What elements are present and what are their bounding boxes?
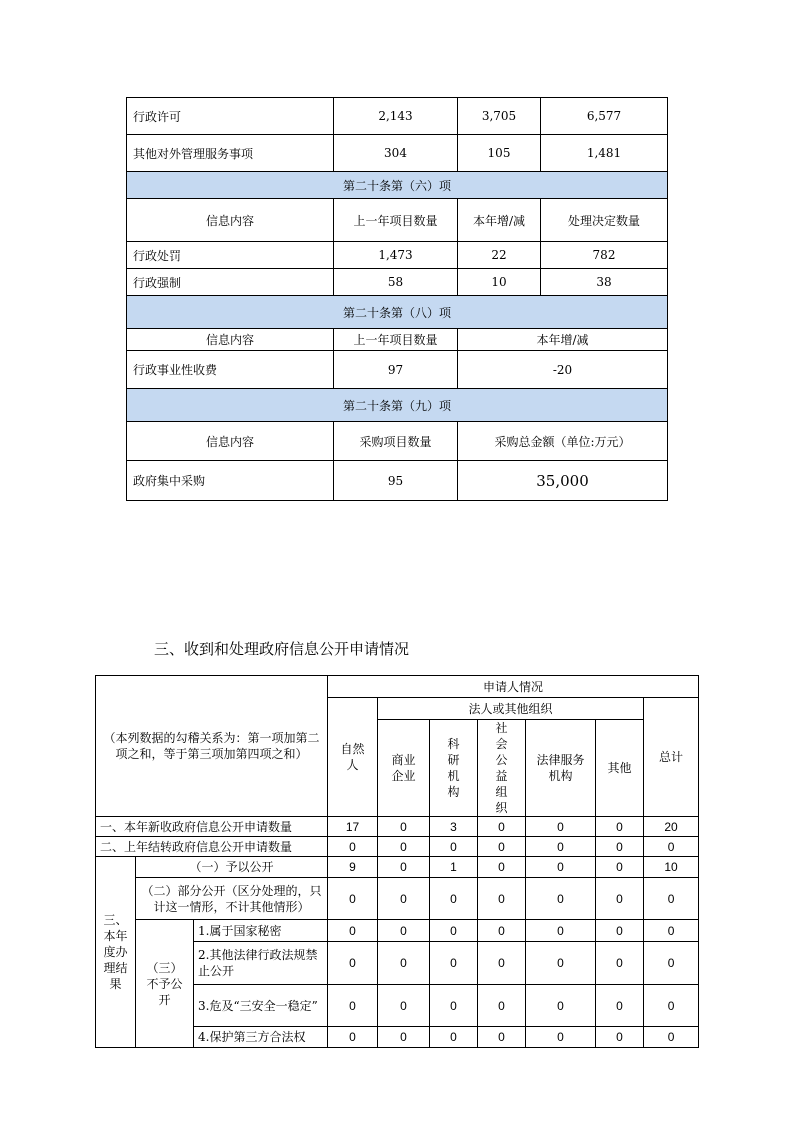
column-header: 本年增/减 (458, 199, 541, 242)
cell-value: 1,473 (334, 242, 458, 269)
cell-value: 9 (328, 857, 378, 878)
column-header: 处理决定数量 (541, 199, 668, 242)
column-header: 信息内容 (127, 329, 334, 351)
column-header: 采购总金额（单位:万元） (458, 422, 668, 461)
table-row (127, 269, 668, 296)
cell-value: 0 (596, 920, 644, 942)
cell-value: 0 (644, 942, 699, 985)
cell-value: 0 (526, 920, 596, 942)
row-label: （二）部分公开（区分处理的，只计这一情形，不计其他情形） (136, 878, 328, 920)
cell-value: 0 (328, 920, 378, 942)
cell-value: 0 (328, 985, 378, 1027)
table-row (96, 878, 699, 920)
row-label: 4.保护第三方合法权 (194, 1027, 328, 1048)
cell-value: 0 (644, 837, 699, 857)
cell-value: 0 (526, 1027, 596, 1048)
cell-value: 0 (596, 837, 644, 857)
cell-value: 0 (526, 837, 596, 857)
applicant-header: 申请人情况 (328, 676, 699, 698)
sub-group-label: （三）不予公开 (136, 920, 194, 1048)
cell-value: 0 (328, 837, 378, 857)
row-label: 3.危及“三安全一稳定” (194, 985, 328, 1027)
cell-value: 0 (478, 920, 526, 942)
col-natural: 自然人 (328, 698, 378, 817)
cell-value: 6,577 (541, 98, 668, 135)
cell-value: 0 (526, 942, 596, 985)
row-label: 行政强制 (127, 269, 334, 296)
cell-value: 0 (378, 942, 430, 985)
table-row (127, 242, 668, 269)
column-header: 信息内容 (127, 422, 334, 461)
col-business: 商业企业 (378, 720, 430, 817)
cell-value: 10 (458, 269, 541, 296)
cell-value: 20 (644, 817, 699, 837)
cell-value: 1,481 (541, 135, 668, 172)
cell-value: 0 (526, 857, 596, 878)
row-label: 1.属于国家秘密 (194, 920, 328, 942)
column-header: 上一年项目数量 (334, 329, 458, 351)
application-stats-table (95, 675, 699, 1048)
note-text: （本列数据的勾稽关系为：第一项加第二项之和，等于第三项加第四项之和） (103, 731, 320, 761)
cell-value: 105 (458, 135, 541, 172)
legal-header: 法人或其他组织 (378, 698, 644, 720)
cell-value: 0 (478, 942, 526, 985)
cell-value: 0 (430, 1027, 478, 1048)
cell-value: 0 (378, 878, 430, 920)
cell-value: 0 (526, 817, 596, 837)
row-label: （一）予以公开 (136, 857, 328, 878)
cell-value: 0 (378, 817, 430, 837)
table-row (96, 857, 699, 878)
group-label-text: 三、本年度办理结果 (103, 913, 128, 991)
column-header: 采购项目数量 (334, 422, 458, 461)
cell-value: 0 (430, 920, 478, 942)
cell-value: 17 (328, 817, 378, 837)
cell-value: 2,143 (334, 98, 458, 135)
cell-value: 0 (430, 878, 478, 920)
cell-value: 0 (478, 985, 526, 1027)
cell-value: 0 (430, 985, 478, 1027)
col-research: 科研机构 (430, 720, 478, 817)
cell-value: 0 (478, 878, 526, 920)
cell-value: 0 (644, 1027, 699, 1048)
cell-value: 0 (596, 817, 644, 837)
cell-value: 10 (644, 857, 699, 878)
cell-value: 35,000 (458, 461, 668, 501)
cell-value: 304 (334, 135, 458, 172)
cell-value: 58 (334, 269, 458, 296)
table-row (96, 920, 699, 942)
table-row (96, 817, 699, 837)
cell-value: 95 (334, 461, 458, 501)
table-row (127, 351, 668, 389)
cell-value: 0 (596, 985, 644, 1027)
cell-value: 0 (478, 817, 526, 837)
cell-value: 3,705 (458, 98, 541, 135)
cell-value: 38 (541, 269, 668, 296)
cell-value: 0 (378, 857, 430, 878)
row-label: 一、本年新收政府信息公开申请数量 (96, 817, 328, 837)
cell-value: 782 (541, 242, 668, 269)
row-label: 政府集中采购 (127, 461, 334, 501)
cell-value: 0 (596, 942, 644, 985)
cell-value: 0 (378, 920, 430, 942)
table-row (127, 98, 668, 135)
column-header: 上一年项目数量 (334, 199, 458, 242)
group-label (96, 857, 136, 1048)
cell-value: 0 (378, 1027, 430, 1048)
cell-value: 0 (430, 837, 478, 857)
section-title: 三、收到和处理政府信息公开申请情况 (154, 640, 410, 658)
cell-value: 0 (526, 985, 596, 1027)
cell-value: 3 (430, 817, 478, 837)
row-label: 行政许可 (127, 98, 334, 135)
column-header: 信息内容 (127, 199, 334, 242)
cell-value: 0 (526, 878, 596, 920)
row-label: 行政事业性收费 (127, 351, 334, 389)
cell-value: 97 (334, 351, 458, 389)
cell-value: -20 (458, 351, 668, 389)
cell-value: 0 (328, 942, 378, 985)
column-header: 本年增/减 (458, 329, 668, 351)
cell-value: 0 (328, 1027, 378, 1048)
cell-value: 0 (644, 985, 699, 1027)
table-row (96, 837, 699, 857)
header-row (127, 422, 668, 461)
cell-value: 0 (596, 878, 644, 920)
cell-value: 0 (478, 1027, 526, 1048)
cell-value: 1 (430, 857, 478, 878)
section-header: 第二十条第（八）项 (127, 296, 668, 329)
col-other: 其他 (596, 720, 644, 817)
cell-value: 0 (378, 985, 430, 1027)
disclosure-stats-table (126, 97, 668, 501)
row-label: 其他对外管理服务事项 (127, 135, 334, 172)
cell-value: 0 (430, 942, 478, 985)
header-row (127, 329, 668, 351)
col-legal: 法律服务机构 (526, 720, 596, 817)
cell-value: 0 (478, 837, 526, 857)
row-label: 二、上年结转政府信息公开申请数量 (96, 837, 328, 857)
header-row (127, 199, 668, 242)
section-header: 第二十条第（六）项 (127, 172, 668, 199)
cell-value: 0 (328, 878, 378, 920)
cell-value: 0 (378, 837, 430, 857)
cell-value: 22 (458, 242, 541, 269)
row-label: 2.其他法律行政法规禁止公开 (194, 942, 328, 985)
row-label: 行政处罚 (127, 242, 334, 269)
table-row (127, 135, 668, 172)
section-header: 第二十条第（九）项 (127, 389, 668, 422)
table-row (127, 461, 668, 501)
cell-value: 0 (596, 857, 644, 878)
cell-value: 0 (596, 1027, 644, 1048)
cell-value: 0 (644, 878, 699, 920)
note-cell (96, 676, 328, 817)
cell-value: 0 (644, 920, 699, 942)
cell-value: 0 (478, 857, 526, 878)
col-total: 总计 (644, 698, 699, 817)
col-public: 社会公益组织 (478, 720, 526, 817)
